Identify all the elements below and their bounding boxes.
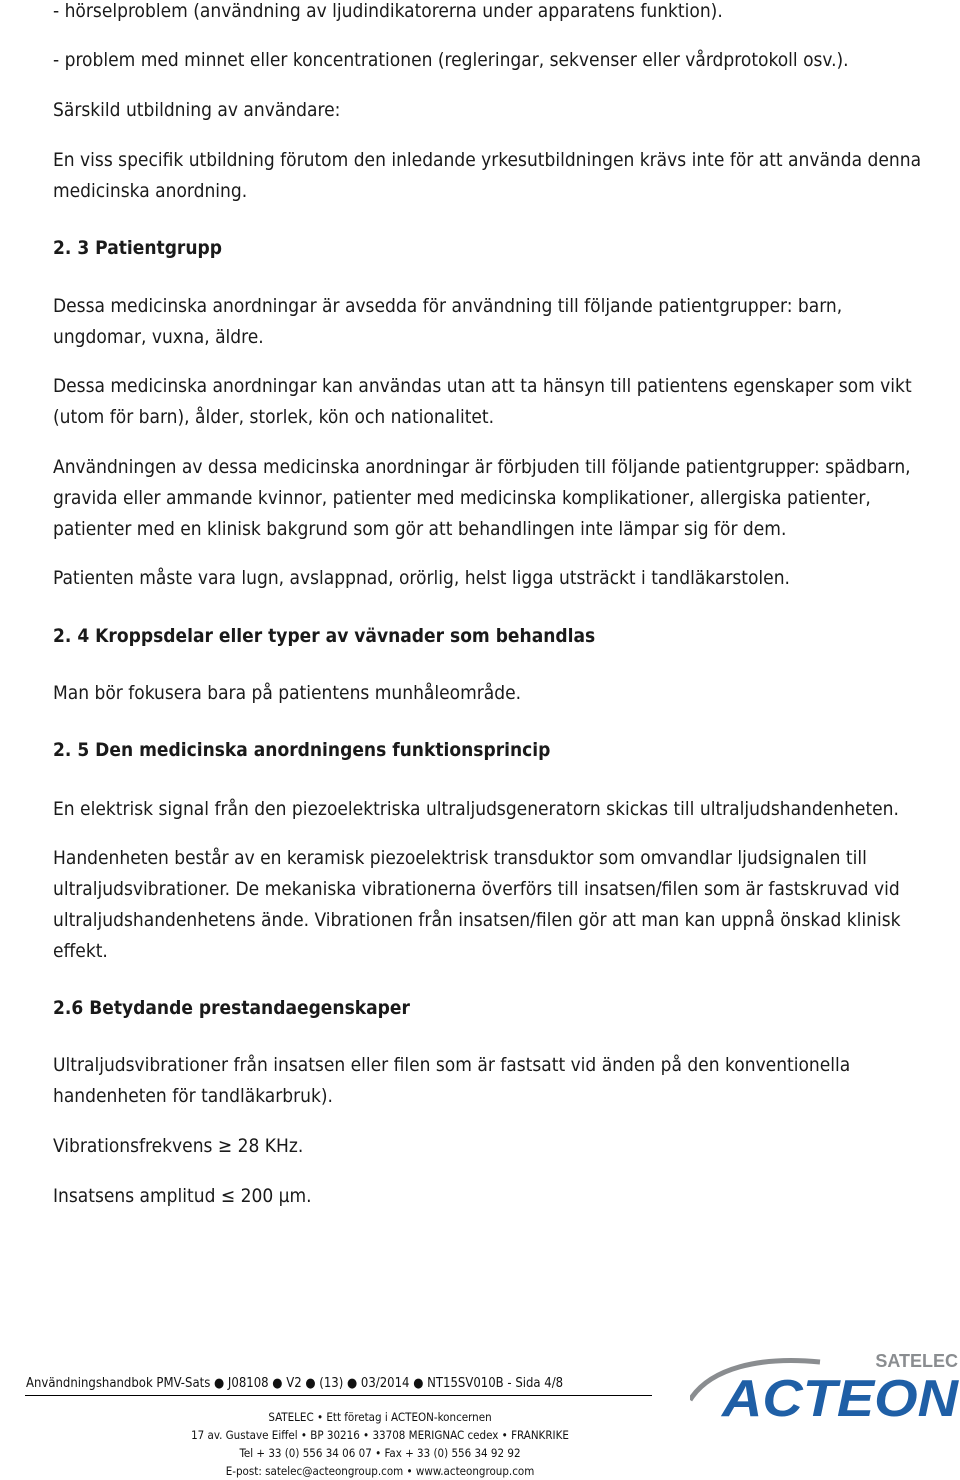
training-line-1: En viss specifik utbildning förutom den inledande yrkesutbildningen krävs inte för att använda denna <box>53 149 922 171</box>
logo-satelec-text: SATELEC <box>875 1351 958 1371</box>
sec25-p2-line4: effekt. <box>53 940 108 962</box>
sec23-p1-line2: ungdomar, vuxna, äldre. <box>53 326 264 348</box>
sec25-p2-line1: Handenheten består av en keramisk piezoelektrisk transduktor som omvandlar ljudsignalen till <box>53 847 867 869</box>
sec25-p1: En elektrisk signal från den piezoelektriska ultraljudsgeneratorn skickas till ultraljudshandenheten. <box>53 798 899 820</box>
sec23-p2-line2: (utom för barn), ålder, storlek, kön och nationalitet. <box>53 406 495 428</box>
training-line-2: medicinska anordning. <box>53 180 248 202</box>
section-2-6-heading: 2.6 Betydande prestandaegenskaper <box>53 997 410 1019</box>
sec25-p2-line3: ultraljudshandenhetens ände. Vibrationen från insatsen/filen gör att man kan uppnå önskad klinisk <box>53 909 901 931</box>
footer-address: 17 av. Gustave Eiffel • BP 30216 • 33708 MERIGNAC cedex • FRANKRIKE <box>191 1428 569 1442</box>
sec23-p3-line2: gravida eller ammande kvinnor, patienter med medicinska komplikationer, allergiska patienter, <box>53 487 871 509</box>
subheading-training: Särskild utbildning av användare: <box>53 99 341 121</box>
sec23-p3-line3: patienter med en klinisk bakgrund som gör att behandlingen inte lämpar sig för dem. <box>53 518 787 540</box>
sec25-p2-line2: ultraljudsvibrationer. De mekaniska vibrationerna överförs till insatsen/filen som är fastskruvad vid <box>53 878 900 900</box>
sec24-p1: Man bör fokusera bara på patientens munhåleområde. <box>53 682 522 704</box>
footer-doc-ref: Användningshandbok PMV-Sats ● J08108 ● V2 ● (13) ● 03/2014 ● NT15SV010B - Sida 4/8 <box>26 1376 564 1391</box>
sec26-p1-line1: Ultraljudsvibrationer från insatsen eller filen som är fastsatt vid änden på den konventionella <box>53 1054 851 1076</box>
acteon-logo <box>690 1350 960 1440</box>
section-2-5-heading: 2. 5 Den medicinska anordningens funktionsprincip <box>53 739 551 761</box>
footer-email: E-post: satelec@acteongroup.com • www.acteongroup.com <box>225 1464 535 1478</box>
sec23-p2-line1: Dessa medicinska anordningar kan användas utan att ta hänsyn till patientens egenskaper som vikt <box>53 375 912 397</box>
footer-divider <box>25 1395 652 1396</box>
footer-company: SATELEC • Ett företag i ACTEON-koncernen <box>268 1410 492 1424</box>
bullet-line-1: - hörselproblem (användning av ljudindikatorerna under apparatens funktion). <box>53 0 723 22</box>
section-2-3-heading: 2. 3 Patientgrupp <box>53 237 223 259</box>
sec26-p3: Insatsens amplitud ≤ 200 µm. <box>53 1185 312 1207</box>
sec23-p4: Patienten måste vara lugn, avslappnad, orörlig, helst ligga utsträckt i tandläkarstolen. <box>53 567 790 589</box>
bullet-line-2: - problem med minnet eller koncentrationen (regleringar, sekvenser eller vårdprotokoll osv.). <box>53 49 849 71</box>
sec23-p3-line1: Användningen av dessa medicinska anordningar är förbjuden till följande patientgrupper: spädbarn, <box>53 456 911 478</box>
sec26-p1-line2: handenheten för tandläkarbruk). <box>53 1085 333 1107</box>
sec23-p1-line1: Dessa medicinska anordningar är avsedda för användning till följande patientgrupper: barn, <box>53 295 843 317</box>
section-2-4-heading: 2. 4 Kroppsdelar eller typer av vävnader som behandlas <box>53 625 596 647</box>
footer-phone: Tel + 33 (0) 556 34 06 07 • Fax + 33 (0) 556 34 92 92 <box>239 1446 521 1460</box>
logo-acteon-text: ACTEON <box>719 1370 960 1428</box>
sec26-p2: Vibrationsfrekvens ≥ 28 KHz. <box>53 1135 304 1157</box>
